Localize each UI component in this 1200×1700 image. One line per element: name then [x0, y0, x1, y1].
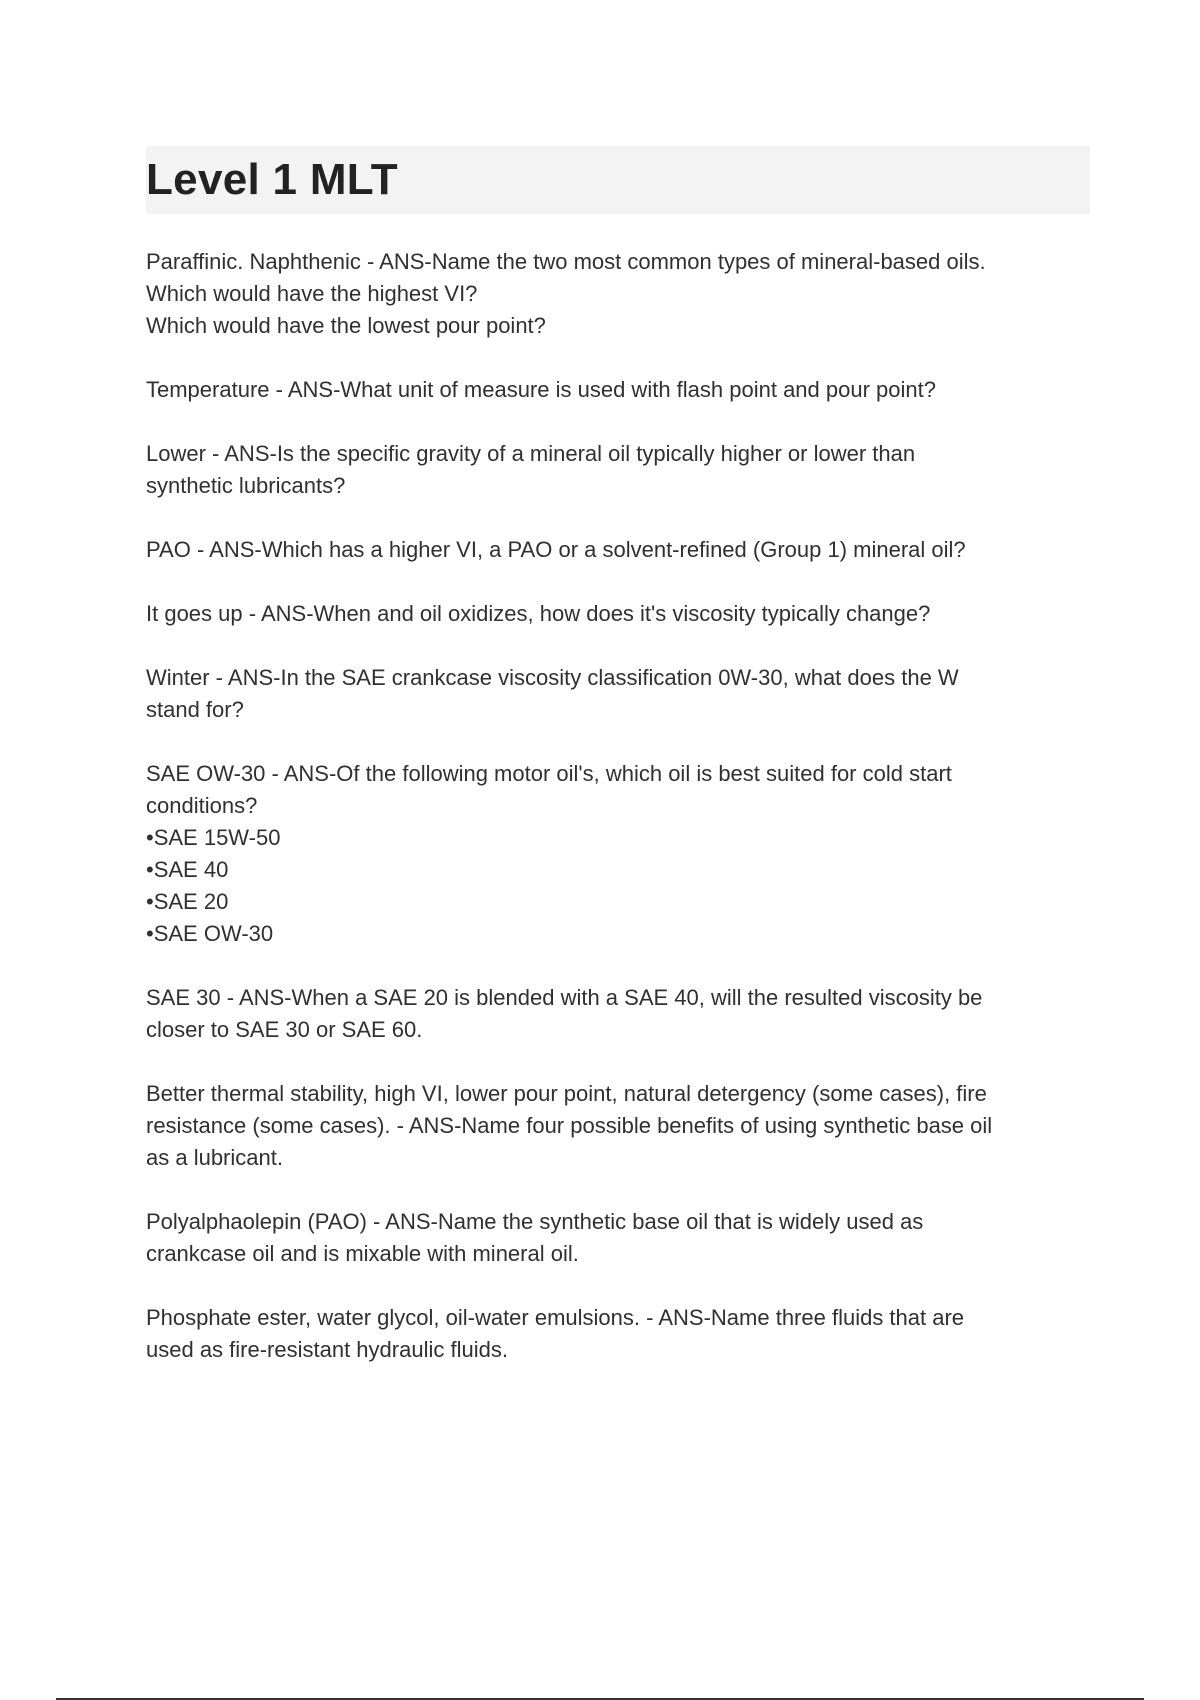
- qa-entry: [146, 758, 1090, 950]
- document-title: Level 1 MLT: [146, 155, 398, 204]
- qa-line: synthetic lubricants?: [146, 473, 346, 498]
- qa-entry: [146, 598, 1090, 630]
- document-page: [146, 146, 1090, 1398]
- qa-entry: [146, 982, 1090, 1046]
- qa-line: •SAE OW-30: [146, 921, 274, 946]
- qa-line: Winter - ANS-In the SAE crankcase viscosity classification 0W-30, what does the W: [146, 665, 959, 690]
- qa-entry: [146, 374, 1090, 406]
- qa-line: stand for?: [146, 697, 244, 722]
- qa-entry: [146, 1206, 1090, 1270]
- qa-entry: [146, 246, 1090, 342]
- qa-entry: [146, 1078, 1090, 1174]
- qa-line: as a lubricant.: [146, 1145, 283, 1170]
- qa-line: Which would have the lowest pour point?: [146, 313, 546, 338]
- qa-line: resistance (some cases). - ANS-Name four possible benefits of using synthetic base oil: [146, 1113, 993, 1138]
- qa-line: PAO - ANS-Which has a higher VI, a PAO or a solvent-refined (Group 1) mineral oil?: [146, 537, 966, 562]
- qa-entry: [146, 438, 1090, 502]
- qa-line: •SAE 20: [146, 889, 229, 914]
- qa-line: used as fire-resistant hydraulic fluids.: [146, 1337, 508, 1362]
- qa-entry: [146, 534, 1090, 566]
- qa-line: SAE 30 - ANS-When a SAE 20 is blended with a SAE 40, will the resulted viscosity be: [146, 985, 983, 1010]
- qa-line: Paraffinic. Naphthenic - ANS-Name the two most common types of mineral-based oils.: [146, 249, 986, 274]
- qa-line: Phosphate ester, water glycol, oil-water emulsions. - ANS-Name three fluids that are: [146, 1305, 965, 1330]
- qa-line: conditions?: [146, 793, 258, 818]
- qa-entry: [146, 662, 1090, 726]
- qa-line: Polyalphaolepin (PAO) - ANS-Name the synthetic base oil that is widely used as: [146, 1209, 924, 1234]
- qa-line: Lower - ANS-Is the specific gravity of a mineral oil typically higher or lower than: [146, 441, 916, 466]
- qa-line: Which would have the highest VI?: [146, 281, 478, 306]
- qa-entry: [146, 1302, 1090, 1366]
- qa-line: closer to SAE 30 or SAE 60.: [146, 1017, 423, 1042]
- qa-line: Better thermal stability, high VI, lower pour point, natural detergency (some cases), fire: [146, 1081, 987, 1106]
- qa-line: •SAE 40: [146, 857, 229, 882]
- title-band: [146, 146, 1090, 214]
- qa-line: •SAE 15W-50: [146, 825, 281, 850]
- qa-list: [146, 246, 1090, 1366]
- qa-line: It goes up - ANS-When and oil oxidizes, how does it's viscosity typically change?: [146, 601, 931, 626]
- qa-line: crankcase oil and is mixable with mineral oil.: [146, 1241, 579, 1266]
- qa-line: SAE OW-30 - ANS-Of the following motor oil's, which oil is best suited for cold start: [146, 761, 952, 786]
- qa-line: Temperature - ANS-What unit of measure is used with flash point and pour point?: [146, 377, 936, 402]
